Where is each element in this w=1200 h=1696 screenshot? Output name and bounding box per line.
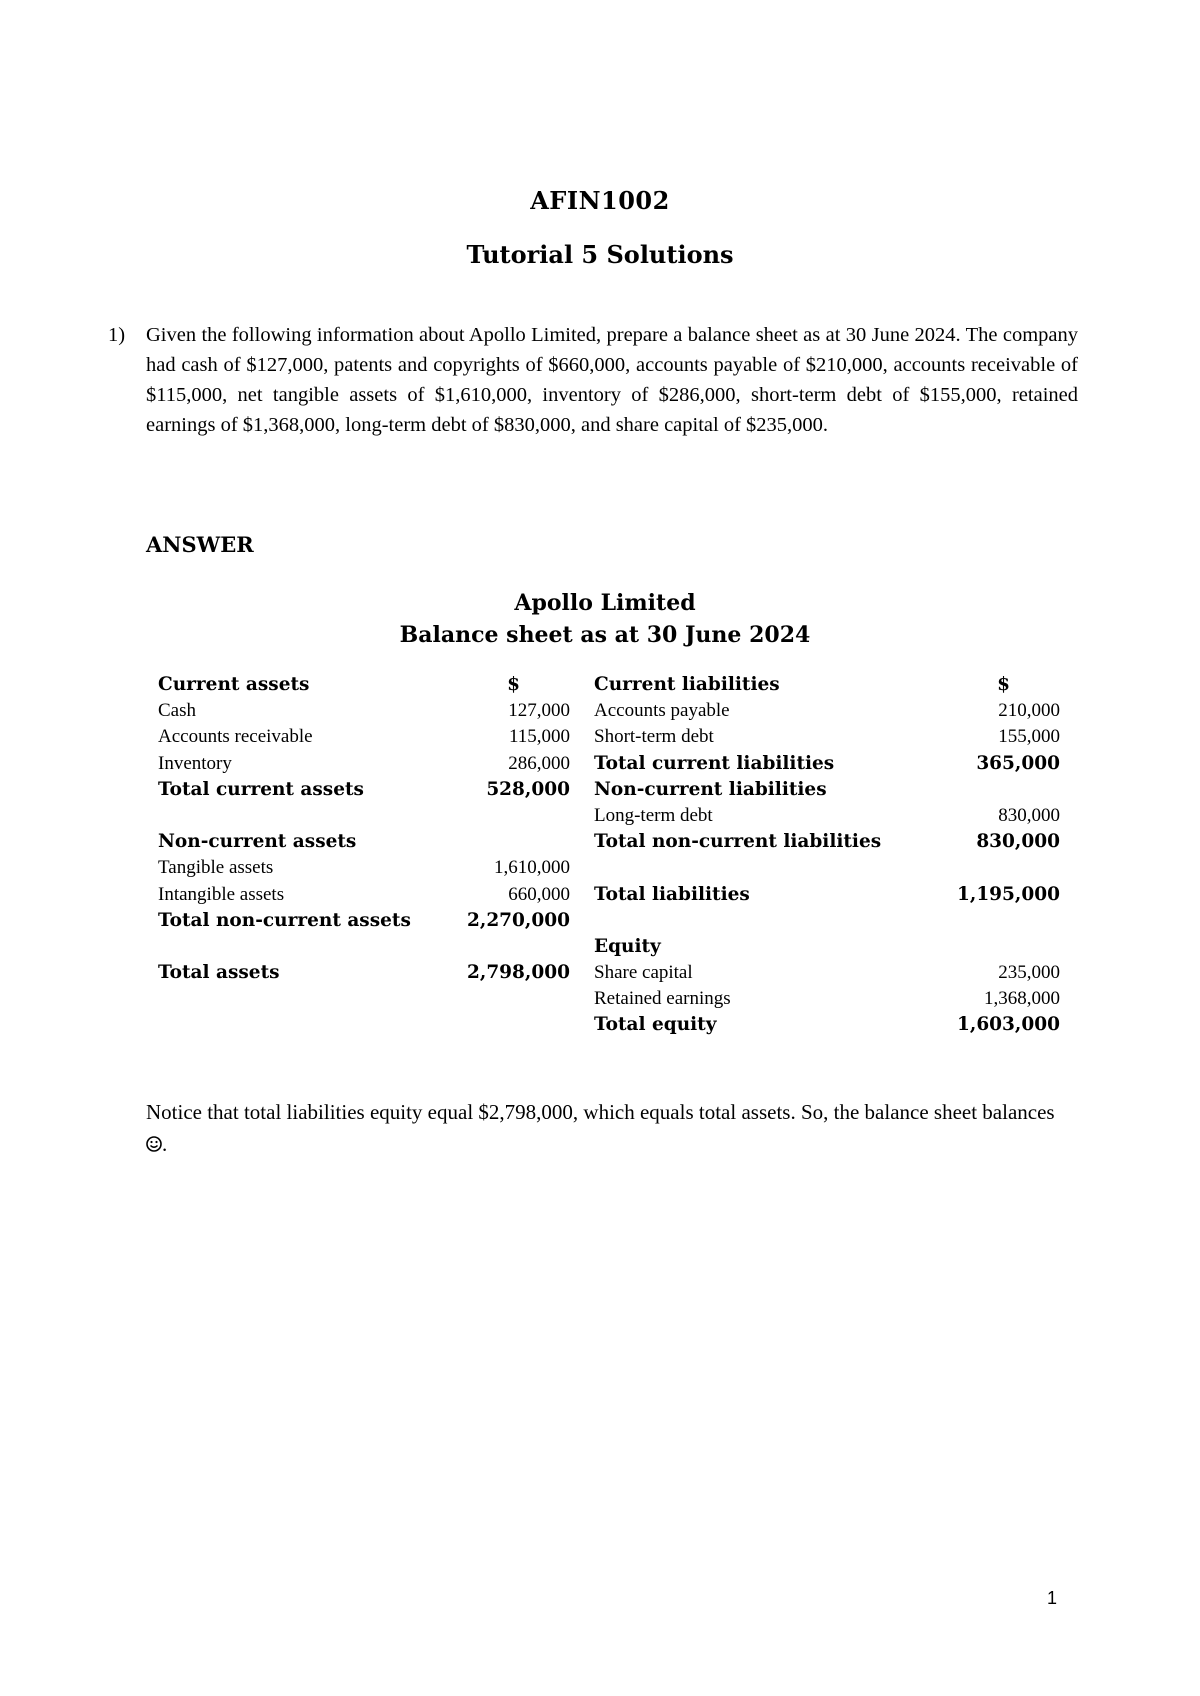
row-amount: 830,000 bbox=[976, 831, 1060, 853]
row-amount: 1,195,000 bbox=[957, 883, 1060, 905]
total-noncurrent-assets-row bbox=[158, 908, 570, 934]
current-assets-heading: Current assets bbox=[158, 674, 310, 695]
table-row bbox=[594, 986, 1060, 1012]
row-label: Share capital bbox=[594, 962, 693, 984]
table-row bbox=[158, 855, 570, 881]
row-amount: 1,603,000 bbox=[957, 1014, 1060, 1036]
row-label: Long-term debt bbox=[594, 804, 713, 826]
note-paragraph bbox=[146, 1096, 1072, 1160]
noncurrent-assets-header-row bbox=[158, 829, 570, 855]
noncurrent-assets-heading: Non-current assets bbox=[158, 831, 357, 853]
note-text: Notice that total liabilities equity equal $2,798,000, which equals total assets. So, the balance sheet balances bbox=[146, 1100, 1055, 1124]
row-amount: 2,270,000 bbox=[467, 909, 570, 931]
total-liabilities-row bbox=[594, 882, 1060, 908]
total-equity-row bbox=[594, 1012, 1060, 1038]
balance-sheet-company: Apollo Limited bbox=[514, 590, 696, 616]
assets-column bbox=[158, 672, 570, 986]
spacer bbox=[594, 855, 1060, 881]
row-amount: 127,000 bbox=[508, 700, 570, 722]
row-label: Total assets bbox=[158, 962, 280, 984]
row-label: Intangible assets bbox=[158, 883, 285, 905]
row-label: Total current liabilities bbox=[594, 752, 835, 774]
question-number: 1) bbox=[108, 324, 126, 346]
total-current-assets-row bbox=[158, 777, 570, 803]
table-row bbox=[158, 751, 570, 777]
row-label: Total non-current liabilities bbox=[594, 831, 882, 853]
liabilities-currency: $ bbox=[997, 674, 1010, 695]
row-label: Tangible assets bbox=[158, 857, 274, 879]
row-label: Total liabilities bbox=[594, 883, 750, 905]
table-row bbox=[158, 882, 570, 908]
answer-heading: ANSWER bbox=[146, 532, 254, 557]
row-label: Accounts payable bbox=[594, 700, 730, 722]
row-label: Inventory bbox=[158, 752, 232, 774]
row-amount: 2,798,000 bbox=[467, 962, 570, 984]
current-liabilities-header-row bbox=[594, 672, 1060, 698]
row-label: Total equity bbox=[594, 1014, 717, 1036]
table-row bbox=[594, 803, 1060, 829]
row-amount: 235,000 bbox=[998, 962, 1060, 984]
spacer bbox=[158, 934, 570, 960]
noncurrent-liabilities-heading: Non-current liabilities bbox=[594, 778, 827, 800]
table-row bbox=[158, 698, 570, 724]
note-end: . bbox=[162, 1132, 168, 1156]
smiley-face-icon bbox=[146, 1136, 162, 1152]
balance-sheet-title: Balance sheet as at 30 June 2024 bbox=[399, 622, 811, 648]
assets-currency: $ bbox=[507, 674, 520, 695]
spacer bbox=[158, 803, 570, 829]
question-1 bbox=[108, 320, 1078, 440]
row-label: Retained earnings bbox=[594, 988, 731, 1010]
row-amount: 660,000 bbox=[508, 883, 570, 905]
equity-heading: Equity bbox=[594, 935, 661, 957]
current-liabilities-heading: Current liabilities bbox=[594, 674, 780, 695]
course-code: AFIN1002 bbox=[530, 186, 670, 215]
row-amount: 365,000 bbox=[976, 752, 1060, 774]
row-label: Total current assets bbox=[158, 778, 364, 800]
row-amount: 210,000 bbox=[998, 700, 1060, 722]
row-amount: 286,000 bbox=[508, 752, 570, 774]
question-text: Given the following information about Apollo Limited, prepare a balance sheet as at 30 June 2024. The company had cash of $127,000, patents and copyrights of $660,000, accounts payable of $210,000, accounts receivable of $115,000, net tangible assets of $1,610,000, inventory of $286,000, short-term debt of $155,000, retained earnings of $1,368,000, long-term debt of $830,000, and share capital of $235,000. bbox=[146, 324, 1078, 436]
noncurrent-liabilities-header-row bbox=[594, 777, 1060, 803]
table-row bbox=[594, 698, 1060, 724]
row-label: Cash bbox=[158, 700, 196, 722]
total-current-liabilities-row bbox=[594, 751, 1060, 777]
row-label: Short-term debt bbox=[594, 726, 714, 748]
document-title: Tutorial 5 Solutions bbox=[466, 240, 734, 269]
row-label: Total non-current assets bbox=[158, 909, 411, 931]
current-assets-header-row bbox=[158, 672, 570, 698]
liabilities-equity-column bbox=[594, 672, 1060, 1039]
table-row bbox=[594, 960, 1060, 986]
row-amount: 528,000 bbox=[486, 778, 570, 800]
equity-header-row bbox=[594, 934, 1060, 960]
row-amount: 1,368,000 bbox=[984, 988, 1060, 1010]
total-assets-row bbox=[158, 960, 570, 986]
row-amount: 155,000 bbox=[998, 726, 1060, 748]
total-noncurrent-liabilities-row bbox=[594, 829, 1060, 855]
spacer bbox=[594, 908, 1060, 934]
page-number: 1 bbox=[1047, 1588, 1058, 1608]
row-amount: 1,610,000 bbox=[494, 857, 570, 879]
row-label: Accounts receivable bbox=[158, 726, 313, 748]
row-amount: 830,000 bbox=[998, 804, 1060, 826]
table-row bbox=[158, 724, 570, 750]
table-row bbox=[594, 724, 1060, 750]
row-amount: 115,000 bbox=[508, 726, 570, 748]
